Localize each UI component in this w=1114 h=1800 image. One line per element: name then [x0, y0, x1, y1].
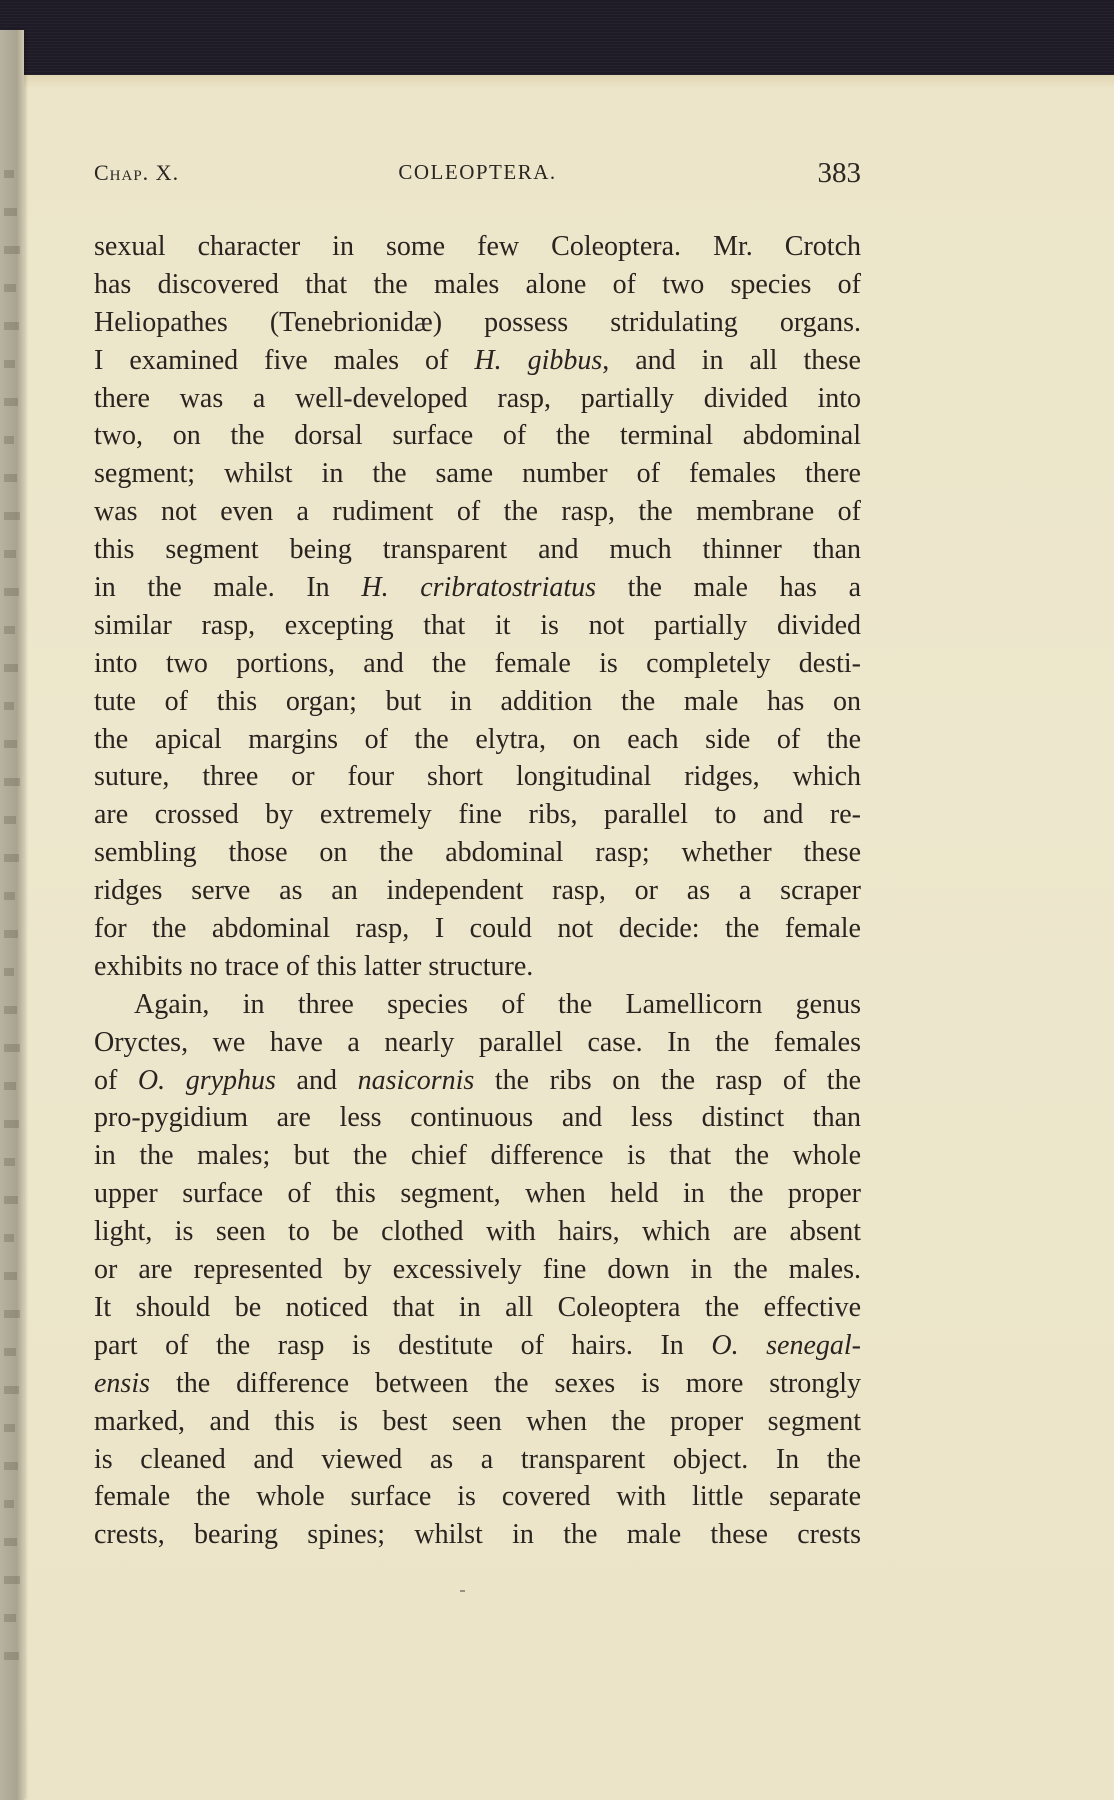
text-line [94, 607, 861, 645]
ghost-text-mark [4, 930, 18, 938]
ghost-text-mark [4, 1044, 20, 1052]
text-line [94, 1365, 861, 1403]
ghost-text-mark [4, 1652, 19, 1660]
text-line [94, 493, 861, 531]
text-segment: the difference between the sexes is more strongly [150, 1367, 861, 1399]
text-line [94, 1403, 861, 1441]
italic-taxon: O. senegal- [711, 1329, 861, 1361]
ghost-text-mark [4, 1120, 19, 1128]
ghost-text-mark [4, 626, 15, 634]
ghost-text-mark [4, 284, 16, 292]
section-title: COLEOPTERA. [398, 160, 557, 184]
text-line [94, 645, 861, 683]
text-line [94, 834, 861, 872]
scan-background-band [0, 0, 1114, 75]
page-mark [460, 1590, 465, 1592]
text-segment: female the whole surface is covered with little separate [94, 1481, 861, 1513]
text-line [94, 531, 861, 569]
text-segment: part of the rasp is destitute of hairs. In [94, 1329, 712, 1361]
text-line [94, 1175, 861, 1213]
text-line [94, 304, 861, 342]
ghost-text-mark [4, 1538, 17, 1546]
text-segment: upper surface of this segment, when held in the proper [94, 1178, 861, 1210]
text-line [94, 380, 861, 418]
ghost-text-mark [4, 1462, 18, 1470]
text-segment: into two portions, and the female is completely desti- [94, 647, 861, 679]
text-segment: was not even a rudiment of the rasp, the membrane of [94, 496, 861, 528]
text-segment: the ribs on the rasp of the [474, 1064, 862, 1096]
text-segment: there was a well-developed rasp, partially divided into [94, 382, 861, 414]
text-line [94, 1289, 861, 1327]
ghost-text-mark [4, 816, 16, 824]
ghost-text-mark [4, 892, 15, 900]
ghost-text-mark [4, 474, 17, 482]
italic-taxon: ensis [94, 1367, 150, 1399]
text-line [94, 948, 861, 986]
ghost-text-mark [4, 588, 19, 596]
ghost-text-mark [4, 1082, 16, 1090]
text-line [94, 342, 861, 380]
text-segment: Heliopathes (Tenebrionidæ) possess stridulating organs. [94, 306, 861, 338]
ghost-text-mark [4, 550, 16, 558]
ghost-text-mark [4, 1424, 15, 1432]
text-line [94, 986, 861, 1024]
text-segment: sexual character in some few Coleoptera. Mr. Crotch [94, 231, 861, 262]
text-segment: marked, and this is best seen when the proper segment [94, 1405, 861, 1437]
ghost-text-mark [4, 664, 18, 672]
italic-taxon: H. gibbus [474, 344, 603, 376]
text-segment: segment; whilst in the same number of females there [94, 458, 861, 490]
text-line [94, 1251, 861, 1289]
text-segment: ridges serve as an independent rasp, or as a scraper [94, 875, 861, 907]
text-line [94, 758, 861, 796]
text-segment: similar rasp, excepting that it is not partially divided [94, 609, 861, 641]
text-line [94, 266, 861, 304]
italic-taxon: O. gryphus [137, 1064, 276, 1096]
ghost-text-mark [4, 398, 18, 406]
text-segment: suture, three or four short longitudinal ridges, which [94, 761, 861, 793]
ghost-text-mark [4, 1614, 16, 1622]
text-line [94, 796, 861, 834]
text-line [94, 417, 861, 455]
italic-taxon: nasicornis [357, 1064, 475, 1096]
chapter-label: Chap. X. [94, 160, 180, 185]
text-segment: It should be noticed that in all Coleoptera the effective [94, 1291, 861, 1323]
text-line [94, 721, 861, 759]
text-line [94, 1441, 861, 1479]
text-segment: this segment being transparent and much thinner than [94, 534, 861, 566]
text-line [94, 872, 861, 910]
ghost-text-mark [4, 1386, 19, 1394]
text-line [94, 1062, 861, 1100]
text-segment: for the abdominal rasp, I could not decide: the female [94, 913, 861, 945]
ghost-text-mark [4, 322, 19, 330]
text-line [94, 683, 861, 721]
ghost-text-mark [4, 1158, 15, 1166]
ghost-text-mark [4, 360, 15, 368]
text-segment: the apical margins of the elytra, on each side of the [94, 723, 861, 755]
text-line [94, 1099, 861, 1137]
text-line [94, 1327, 861, 1365]
ghost-text-mark [4, 1006, 17, 1014]
text-segment: is cleaned and viewed as a transparent object. In the [94, 1443, 861, 1475]
ghost-text-mark [4, 512, 20, 520]
ghost-text-mark [4, 1196, 18, 1204]
text-line [94, 455, 861, 493]
text-segment: tute of this organ; but in addition the male has on [94, 685, 861, 717]
body-text [94, 228, 861, 1554]
text-segment: Again, in three species of the Lamellicorn genus [134, 988, 861, 1020]
text-line [94, 1024, 861, 1062]
text-segment: crests, bearing spines; whilst in the male these crests [94, 1519, 861, 1551]
ghost-text-mark [4, 1310, 20, 1318]
text-segment: Oryctes, we have a nearly parallel case. In the females [94, 1026, 861, 1058]
ghost-text-mark [4, 436, 14, 444]
previous-page-edge [0, 30, 24, 1800]
text-segment: and [275, 1064, 358, 1096]
text-segment: in the male. In [94, 572, 362, 604]
ghost-text-mark [4, 854, 19, 862]
text-line [94, 1137, 861, 1175]
text-segment: two, on the dorsal surface of the terminal abdominal [94, 420, 861, 452]
text-segment: , and in all these [602, 344, 861, 376]
ghost-text-mark [4, 246, 20, 254]
text-segment: of [94, 1064, 138, 1096]
text-segment: are crossed by extremely fine ribs, parallel to and re- [94, 799, 861, 831]
ghost-text-mark [4, 208, 17, 216]
ghost-text-mark [4, 170, 14, 178]
text-segment: has discovered that the males alone of two species of [94, 268, 861, 300]
text-line [94, 910, 861, 948]
text-segment: or are represented by excessively fine down in the males. [94, 1254, 861, 1286]
ghost-text-mark [4, 778, 20, 786]
ghost-text-mark [4, 740, 17, 748]
text-line [94, 569, 861, 607]
ghost-text-mark [4, 1272, 17, 1280]
page-number: 383 [817, 157, 861, 189]
italic-taxon: H. cribratostriatus [361, 572, 597, 604]
text-segment: in the males; but the chief difference is that the whole [94, 1140, 861, 1172]
text-segment: pro-pygidium are less continuous and less distinct than [94, 1102, 861, 1134]
text-segment: exhibits no trace of this latter structure. [94, 950, 534, 982]
ghost-text-mark [4, 1234, 14, 1242]
ghost-text-mark [4, 1576, 20, 1584]
ghost-text-mark [4, 968, 14, 976]
ghost-text-mark [4, 1348, 16, 1356]
text-segment: sembling those on the abdominal rasp; whether these [94, 837, 861, 869]
text-segment: I examined five males of [94, 344, 475, 376]
text-line [94, 1478, 861, 1516]
text-line [94, 1213, 861, 1251]
ghost-text-mark [4, 1500, 14, 1508]
text-line [94, 228, 861, 266]
text-segment: the male has a [596, 572, 862, 604]
text-segment: light, is seen to be clothed with hairs, which are absent [94, 1216, 861, 1248]
running-head [94, 157, 861, 192]
text-line [94, 1516, 861, 1554]
ghost-text-mark [4, 702, 14, 710]
